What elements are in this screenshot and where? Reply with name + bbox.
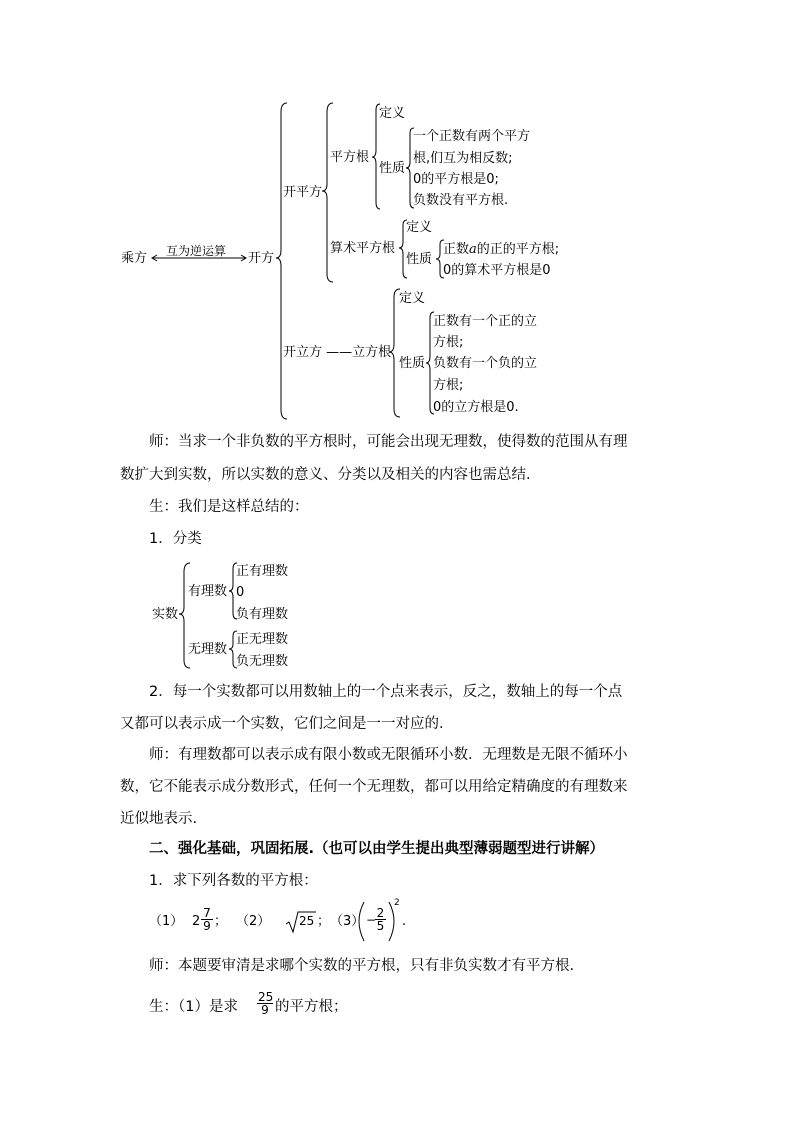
ex-fraction-1-num: 7 [201, 907, 213, 920]
ex-label-2: （2） [236, 914, 271, 929]
node-dingyi-1: 定义 [379, 106, 406, 121]
node-suanshu-pingfanggen: 算术平方根 [330, 241, 396, 256]
ans-fraction-den: 9 [261, 1003, 269, 1017]
para-5-line-3: 近似地表示. [120, 811, 198, 827]
ss-prop-1: 正数a的正的平方根; [443, 242, 560, 257]
ex-sep-1: ； [214, 914, 228, 929]
class-root: 实数 [152, 607, 179, 622]
brace-kaifang [276, 103, 287, 419]
para-1-line-2: 数扩大到实数，所以实数的意义、分类以及相关的内容也需总结. [120, 467, 531, 483]
ans-fraction [257, 991, 273, 1016]
pf-prop-2: 根,们互为相反数; [413, 151, 513, 166]
class-rational-item-1: 正有理数 [236, 564, 289, 579]
section-heading: 二、强化基础，巩固拓展.（也可以由学生提出典型薄弱题型进行讲解） [149, 841, 605, 857]
para-3: 1．分类 [149, 531, 202, 547]
para-4-line-2: 又都可以表示成一个实数，它们之间是一一对应的. [120, 716, 444, 732]
lf-prop-3: 负数有一个负的立 [433, 356, 538, 371]
para-7: 1．求下列各数的平方根： [149, 873, 318, 889]
ex-radicand: 25 [299, 914, 315, 928]
class-rational-item-2: 0 [236, 585, 245, 600]
ex-whole: 2 [192, 914, 201, 929]
class-rational-item-3: 负有理数 [236, 607, 289, 622]
ex-fraction-3-den: 5 [376, 919, 385, 933]
node-pingfanggen: 平方根 [330, 150, 370, 165]
ex-label-3: （3） [330, 914, 365, 929]
para-5-line-2: 数，它不能表示成分数形式，任何一个无理数，都可以用给定精确度的有理数来 [120, 779, 628, 795]
node-dingyi-2: 定义 [406, 220, 433, 235]
node-xingzhi-3: 性质 [399, 356, 426, 371]
ex-fraction-1-den: 9 [203, 919, 211, 933]
lf-prop-5: 0的立方根是0. [433, 400, 519, 415]
lf-prop-4: 方根; [433, 378, 464, 393]
node-xingzhi-2: 性质 [406, 252, 433, 267]
para-5-line-1: 师：有理数都可以表示成有限小数或无限循环小数．无理数是无限不循环小 [149, 747, 628, 763]
root-chengfang: 乘方 [121, 251, 148, 266]
node-kaifang: 开方 [248, 251, 275, 266]
para-9: 师：本题要审清是求哪个实数的平方根，只有非负实数才有平方根. [149, 958, 575, 974]
para-2: 生：我们是这样总结的： [149, 499, 309, 515]
para-4-line-1: 2．每一个实数都可以用数轴上的一个点来表示，反之，数轴上的每一个点 [149, 684, 623, 700]
class-irrational-item-1: 正无理数 [236, 632, 289, 647]
ex-fraction-3 [375, 907, 386, 932]
node-xingzhi-1: 性质 [379, 161, 406, 176]
pf-prop-1: 一个正数有两个平方 [413, 129, 531, 144]
ex-label-1: （1） [149, 914, 184, 929]
para-1-line-1: 师：当求一个非负数的平方根时，可能会出现无理数，使得数的范围从有理 [149, 434, 628, 450]
class-irrational-item-2: 负无理数 [236, 654, 289, 669]
pf-prop-3: 0的平方根是0; [413, 172, 499, 187]
ss-prop-2: 0的算术平方根是0 [443, 263, 551, 278]
lf-prop-1: 正数有一个正的立 [433, 314, 538, 329]
para-10-post: 的平方根； [275, 999, 348, 1015]
ans-fraction-num: 25 [258, 990, 274, 1004]
node-kaipingfang: 开平方 [283, 185, 323, 200]
class-rational: 有理数 [188, 584, 228, 599]
ex-exponent: 2 [394, 898, 400, 908]
ex-negative-sign: − [366, 913, 377, 927]
ex-fraction-3-num: 2 [376, 906, 385, 920]
lf-prop-2: 方根; [433, 335, 464, 350]
arrow-label: 互为逆运算 [166, 244, 227, 258]
ex-sep-2: ； [317, 914, 331, 929]
node-dingyi-3: 定义 [399, 291, 426, 306]
class-irrational: 无理数 [188, 642, 228, 657]
ex-end: . [402, 914, 407, 929]
ex-fraction-1 [201, 907, 213, 932]
node-kailifang: 开立方 ——立方根 [283, 345, 392, 360]
para-10-pre: 生：（1）是求 [149, 999, 238, 1015]
pf-prop-4: 负数没有平方根. [413, 193, 509, 208]
